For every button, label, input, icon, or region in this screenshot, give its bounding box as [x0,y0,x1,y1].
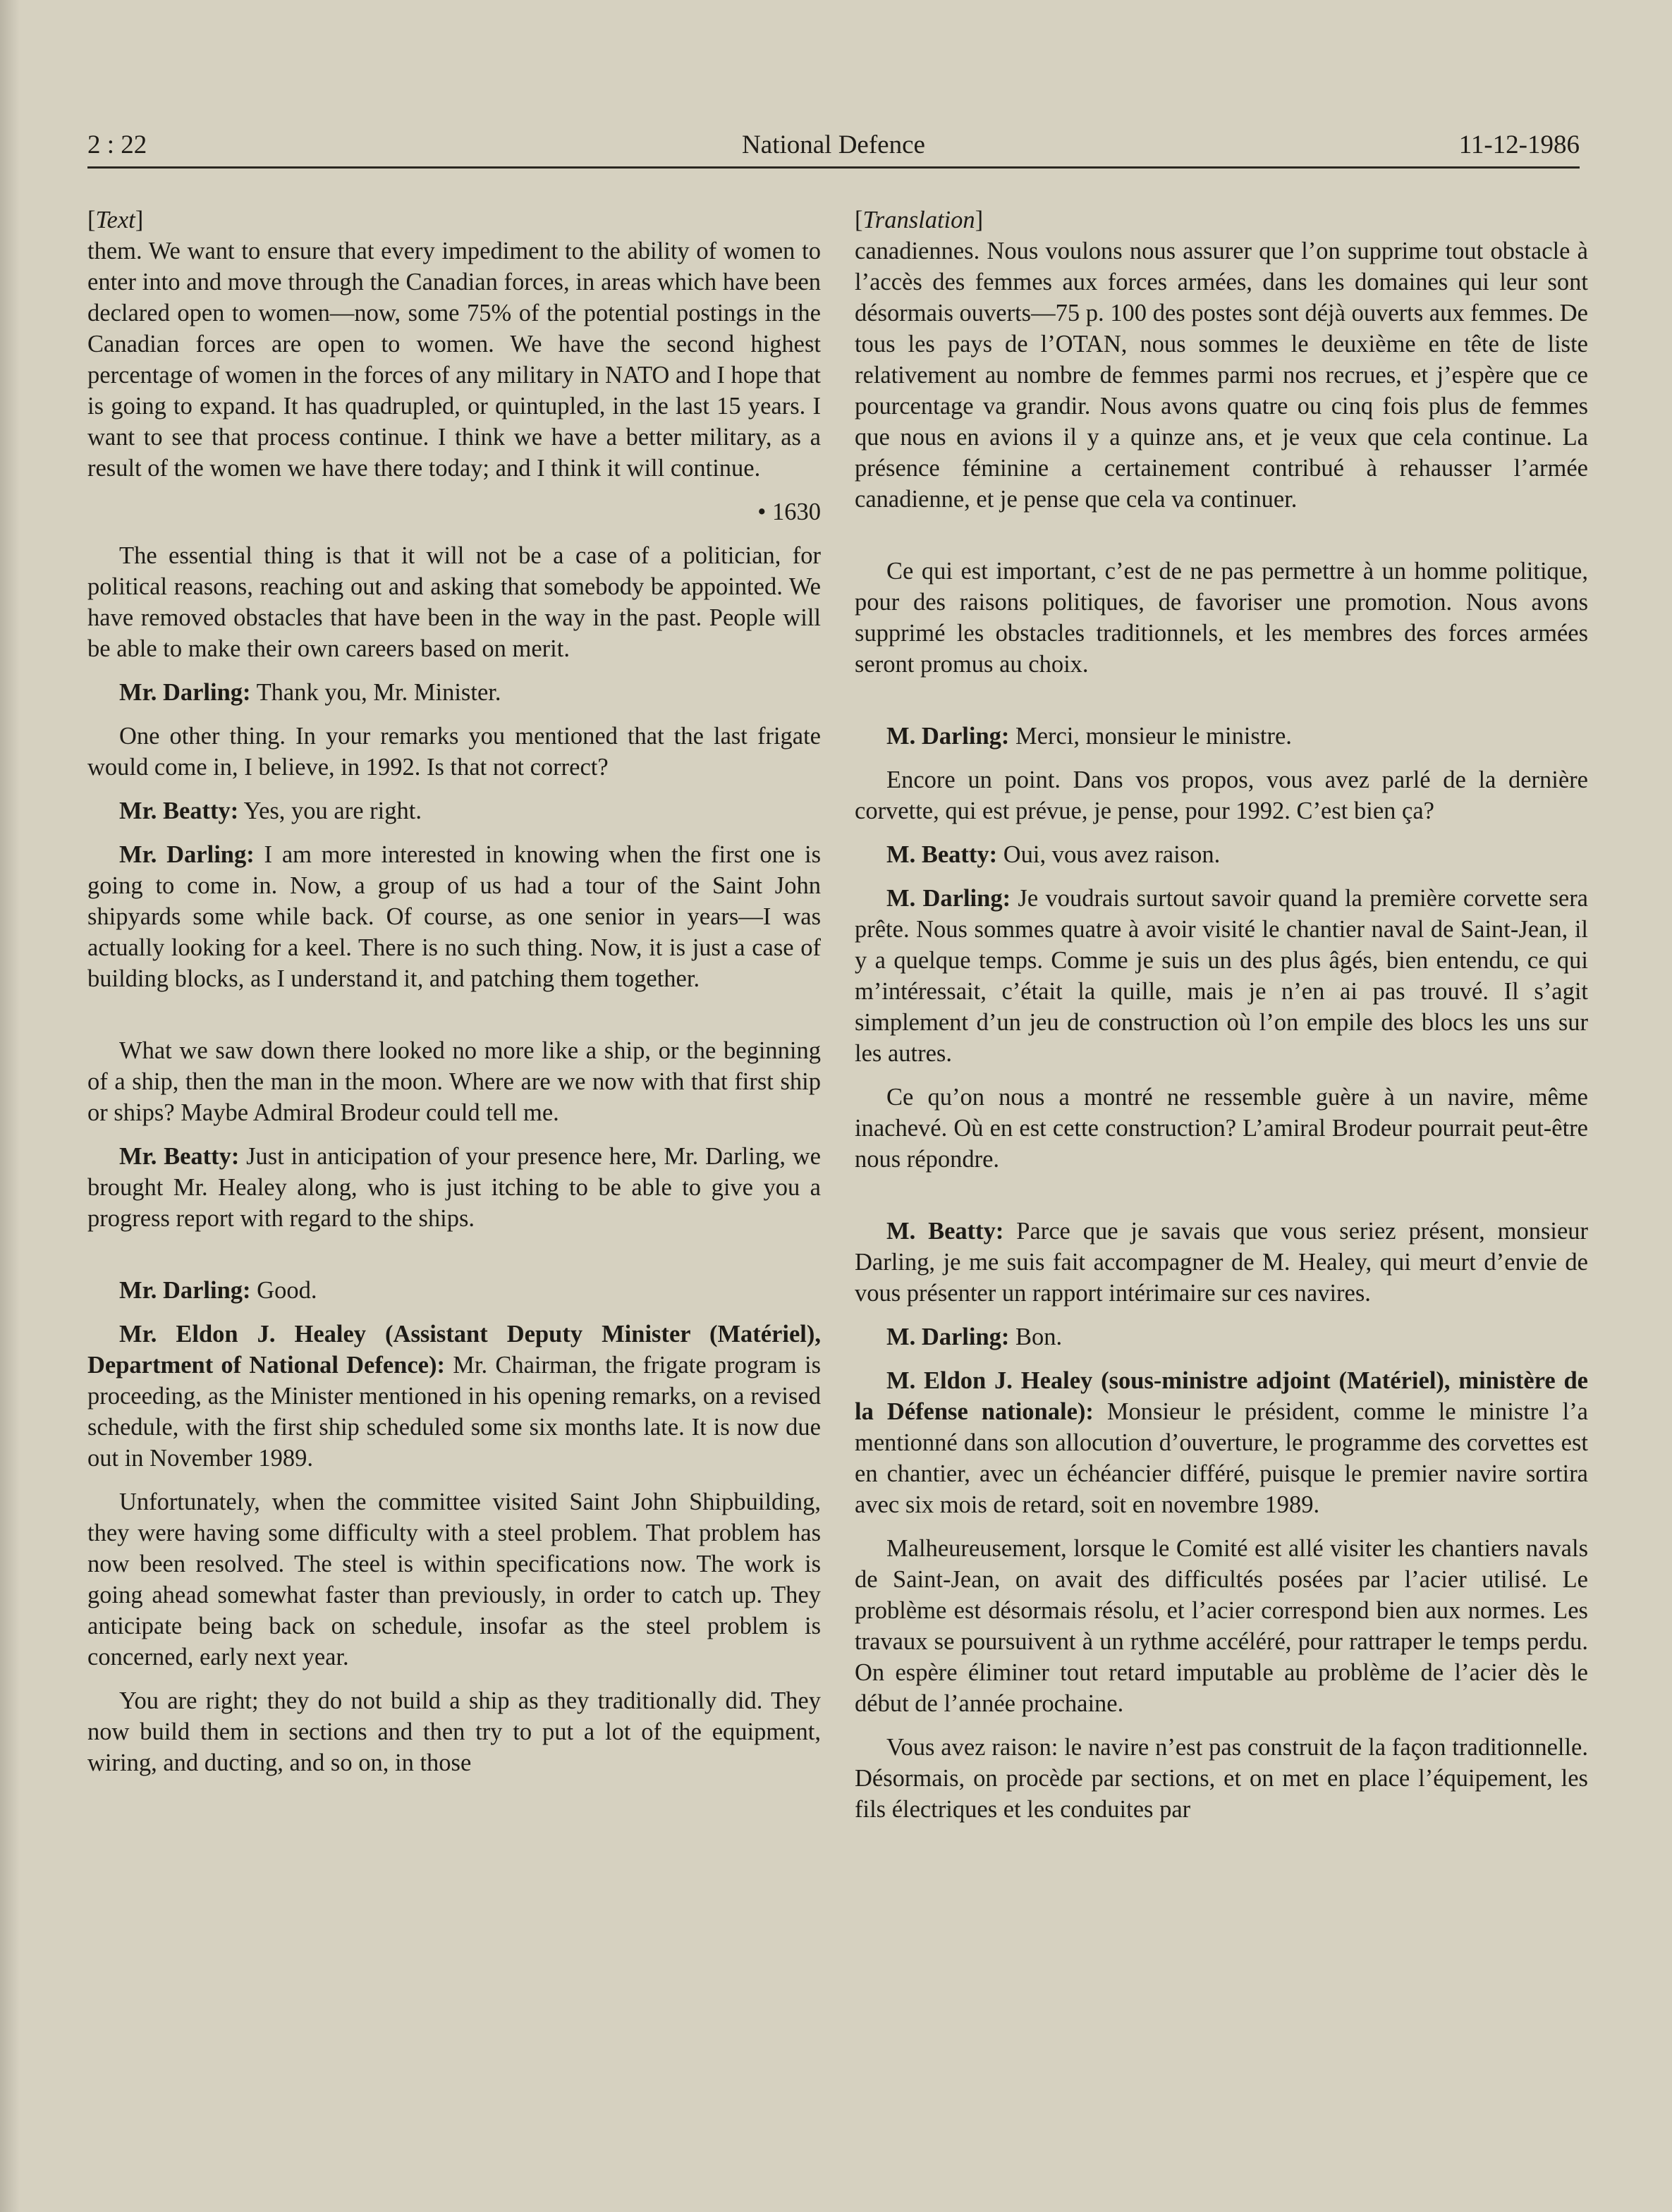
speaker-turn [87,1275,821,1306]
spacer [855,692,1588,721]
speaker-text: Yes, you are right. [243,798,422,824]
speaker-text: Mr. Chairman, the frigate program is proceeding, as the Minister mentioned in his opening remarks, on a revised schedule, with the first ship scheduled some six months late. It is now due out in November 1989. [87,1352,821,1472]
speaker-name: Mr. Beatty: [119,1143,240,1170]
french-column [855,204,1588,1838]
speaker-text: Je voudrais surtout savoir quand la première corvette sera prête. Nous sommes quatre à avoir visité le chantier naval de Saint-Jean, il y a quelque temps. Comme je suis un des plus âgés, bien entendu, ce qui m’intéressait, c’était la quille, mais je n’en ai pas trouvé. Il s’agit simplement d’un jeu de construction où l’on empile des blocs les uns sur les autres. [855,885,1588,1067]
language-tag: [Translation] [855,207,984,233]
speaker-turn [855,1216,1588,1309]
paragraph: The essential thing is that it will not be a case of a politician, for political reasons, reaching out and asking that somebody be appointed. We have removed obstacles that have been in the way in the past. People will be able to make their own careers based on merit. [87,542,821,662]
speaker-name: M. Eldon J. Healey (sous-ministre adjoint (Matériel), ministère de la Défense nationale): [855,1367,1588,1425]
running-head-date: 11-12-1986 [1458,130,1580,159]
speaker-name: Mr. Darling: [119,1277,251,1304]
paragraph: What we saw down there looked no more like a ship, or the beginning of a ship, then the man in the moon. Where are we now with that first ship or ships? Maybe Admiral Brodeur could tell me. [87,1037,821,1126]
speaker-turn [855,883,1588,1069]
paragraph: Ce qu’on nous a montré ne ressemble guère à un navire, même inachevé. Où en est cette construction? L’amiral Brodeur pourrait peut-être nous répondre. [855,1084,1588,1173]
running-head-title: National Defence [742,130,925,159]
paragraph: Malheureusement, lorsque le Comité est allé visiter les chantiers navals de Saint-Jean, on avait des difficultés posées par l’acier utilisé. Le problème est désormais résolu, et l’acier correspond bien aux normes. Les travaux se poursuivent à un rythme accéléré, pour rattraper le temps perdu. On espère éliminer tout retard imputable au problème de l’acier dès le début de l’année prochaine. [855,1535,1588,1717]
speaker-text: Just in anticipation of your presence here, Mr. Darling, we brought Mr. Healey along, who is just itching to be able to give you a progress report with regard to the ships. [87,1143,821,1232]
running-head [87,127,1580,169]
speaker-text: Monsieur le président, comme le ministre l’a mentionné dans son allocution d’ouverture, le programme des corvettes est en chantier, avec un échéancier différé, puisque le premier navire sortira avec six mois de retard, soit en novembre 1989. [855,1398,1588,1518]
speaker-text: Merci, monsieur le ministre. [1015,723,1292,750]
speaker-turn [87,795,821,826]
speaker-text: I am more interested in knowing when the first one is going to come in. Now, a group of us had a tour of the Saint John shipyards some while back. Of course, as one senior in years—I was actually looking for a keel. There is no such thing. Now, it is just a case of building blocks, as I understand it, and patching them together. [87,841,822,992]
spacer [855,1187,1588,1216]
paragraph: You are right; they do not build a ship as they traditionally did. They now build them in sections and then try to put a lot of the equipment, wiring, and ducting, and so on, in those [87,1687,821,1776]
speaker-name: M. Darling: [886,885,1011,912]
speaker-name: M. Darling: [886,723,1010,750]
english-column [87,204,821,1791]
paragraph: Encore un point. Dans vos propos, vous avez parlé de la dernière corvette, qui est prévue, je pense, pour 1992. C’est bien ça? [855,766,1588,824]
speaker-text: Oui, vous avez raison. [1003,841,1221,868]
speaker-name: M. Darling: [886,1324,1010,1350]
speaker-name: Mr. Darling: [119,679,251,706]
speaker-name: M. Beatty: [886,1218,1004,1245]
speaker-turn [855,721,1588,752]
speaker-name: M. Beatty: [886,841,998,868]
speaker-text: Thank you, Mr. Minister. [256,679,501,706]
speaker-turn [87,677,821,708]
paragraph: canadiennes. Nous voulons nous assurer que l’on supprime tout obstacle à l’accès des femmes aux forces armées, dans les domaines qui leur sont désormais ouverts—75 p. 100 des postes sont déjà ouverts aux femmes. De tous les pays de l’OTAN, nous sommes le deuxième en tête de liste relativement au nombre de femmes parmi nos recrues, et j’espère que ce pourcentage va grandir. Nous avons quatre ou cinq fois plus de femmes que nous en avions il y a quinze ans, et je veux que cela continue. La présence féminine a certainement contribué à rehausser l’armée canadienne, et je pense que cela va continuer. [855,238,1588,513]
paragraph: Vous avez raison: le navire n’est pas construit de la façon traditionnelle. Désormais, on procède par sections, et on met en place l’équipement, les fils électriques et les conduites par [855,1734,1588,1823]
speaker-turn [855,839,1588,870]
speaker-turn [87,1141,821,1234]
speaker-name: Mr. Darling: [119,841,255,868]
speaker-text: Good. [257,1277,317,1304]
paragraph: Ce qui est important, c’est de ne pas permettre à un homme politique, pour des raisons politiques, de favoriser une promotion. Nous avons supprimé les obstacles traditionnels, et les membres des forces armées seront promus au choix. [855,558,1588,678]
speaker-name: Mr. Beatty: [119,798,239,824]
speaker-turn [87,1319,821,1474]
speaker-text: Bon. [1015,1324,1063,1350]
speaker-turn [855,1321,1588,1352]
speaker-turn [855,1365,1588,1520]
paragraph: One other thing. In your remarks you mentioned that the last frigate would come in, I believe, in 1992. Is that not correct? [87,723,821,781]
spacer [855,527,1588,556]
paragraph: Unfortunately, when the committee visited Saint John Shipbuilding, they were having some difficulty with a steel problem. That problem has now been resolved. The steel is within specifications now. The work is going ahead somewhat faster than previously, in order to catch up. They anticipate being back on schedule, insofar as the steel problem is concerned, early next year. [87,1489,821,1670]
page-edge-shadow [0,0,20,2212]
speaker-name: Mr. Eldon J. Healey (Assistant Deputy Minister (Matériel), Department of National Defence): [87,1321,821,1379]
speaker-text: Parce que je savais que vous seriez présent, monsieur Darling, je me suis fait accompagner de M. Healey, qui meurt d’envie de vous présenter un rapport intérimaire sur ces navires. [855,1218,1589,1307]
running-head-page-number: 2 : 22 [87,130,147,159]
language-tag: [Text] [87,207,144,233]
spacer [87,1247,821,1275]
spacer [87,1007,821,1035]
speaker-turn [87,839,821,994]
paragraph: them. We want to ensure that every impediment to the ability of women to enter into and move through the Canadian forces, in areas which have been declared open to women—now, some 75% of the potential postings in the Canadian forces are open to women. We have the second highest percentage of women in the forces of any military in NATO and I hope that is going to expand. It has quadrupled, or quintupled, in the last 15 years. I want to see that process continue. I think we have a better military, as a result of the women we have there today; and I think it will continue. [87,238,821,482]
time-marker: • 1630 [757,499,821,525]
